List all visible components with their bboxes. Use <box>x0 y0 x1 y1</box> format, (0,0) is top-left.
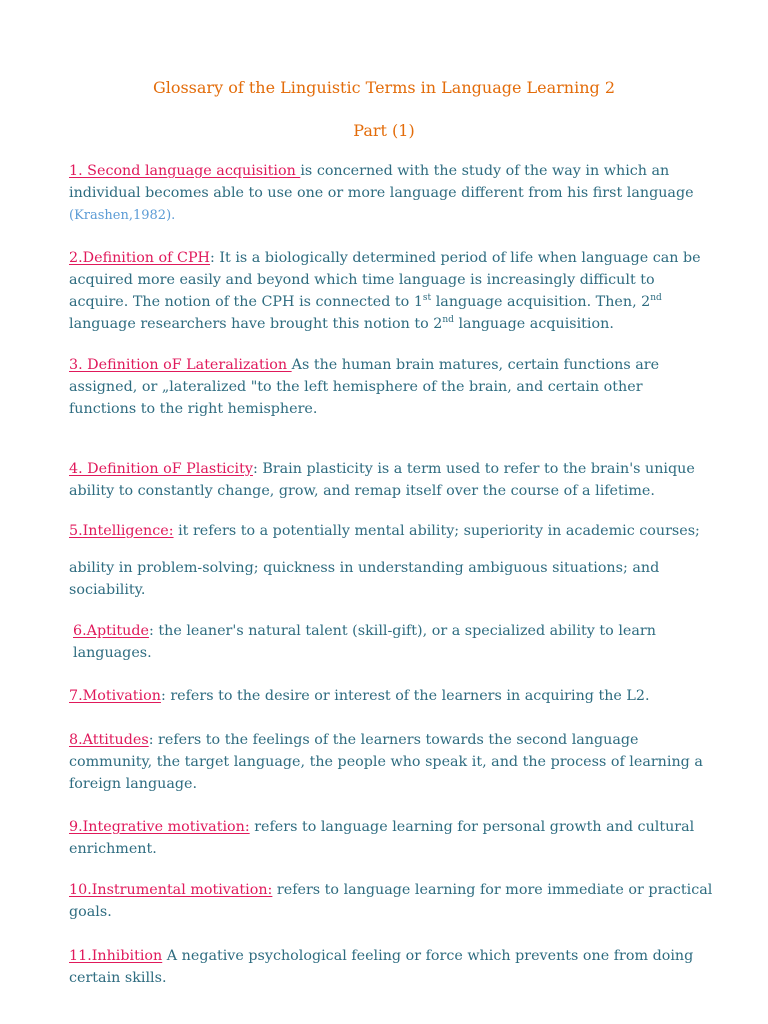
term-cph: 2.Definition of CPH <box>69 250 211 266</box>
glossary-entry-11 <box>69 945 714 989</box>
entry-text: refers to language learning for more immediate or practical goals. <box>69 882 713 920</box>
superscript: st <box>422 293 432 304</box>
glossary-entry-2 <box>69 247 714 335</box>
glossary-entry-5-continued <box>69 557 714 601</box>
entry-text: refers to language learning for personal growth and cultural enrichment. <box>69 819 695 857</box>
term-motivation: 7.Motivation <box>69 688 161 704</box>
glossary-entry-3 <box>69 354 714 420</box>
term-aptitude: 6.Aptitude <box>73 623 150 639</box>
entry-text: : refers to the feelings of the learners towards the second language community, the target language, the people who speak it, and the process of learning a foreign language. <box>69 732 703 792</box>
entry-text: language researchers have brought this notion to 2 <box>69 316 443 332</box>
entry-text: : refers to the desire or interest of the learners in acquiring the L2. <box>160 688 650 704</box>
glossary-entry-1 <box>69 160 714 227</box>
document-title: Glossary of the Linguistic Terms in Language Learning 2 <box>152 78 616 97</box>
entry-text: ability in problem-solving; quickness in understanding ambiguous situations; and sociability. <box>69 560 660 598</box>
glossary-entry-5 <box>69 520 714 542</box>
glossary-entry-7 <box>69 685 714 707</box>
entry-text: : Brain plasticity is a term used to refer to the brain's unique ability to constantly change, grow, and remap itself over the course of a lifetime. <box>69 461 695 499</box>
term-second-language-acquisition: 1. Second language acquisition <box>69 163 301 179</box>
term-inhibition: 11.Inhibition <box>69 948 163 964</box>
glossary-entry-9 <box>69 816 714 860</box>
entry-text: is concerned with the study of the way in which an individual becomes able to use one or more language different from his first language <box>69 163 694 201</box>
term-attitudes: 8.Attitudes <box>69 732 149 748</box>
entry-text: it refers to a potentially mental ability; superiority in academic courses; <box>173 523 700 539</box>
glossary-entry-8 <box>69 729 714 795</box>
term-lateralization: 3. Definition oF Lateralization <box>69 357 292 373</box>
part-heading: Part (1) <box>353 121 415 140</box>
entry-text: : It is a biologically determined period of life when language can be acquired more easily and beyond which time language is increasingly difficult to acquire. The notion of the CPH is connected to 1 <box>69 250 701 310</box>
entry-text: As the human brain matures, certain functions are assigned, or „lateralized "to the left hemisphere of the brain, and certain other functions to the right hemisphere. <box>69 357 660 417</box>
entry-text: language acquisition. <box>453 316 614 332</box>
citation: (Krashen,1982). <box>69 208 176 223</box>
entry-text: language acquisition. Then, 2 <box>431 294 651 310</box>
entry-text: : the leaner's natural talent (skill-gift), or a specialized ability to learn languages. <box>73 623 656 661</box>
term-intelligence: 5.Intelligence: <box>69 523 174 539</box>
glossary-entry-6 <box>73 620 718 664</box>
glossary-entry-4 <box>69 458 714 502</box>
superscript: nd <box>650 293 662 304</box>
term-plasticity: 4. Definition oF Plasticity <box>69 461 253 477</box>
glossary-entry-10 <box>69 879 714 923</box>
term-integrative-motivation: 9.Integrative motivation: <box>69 819 250 835</box>
entry-text: A negative psychological feeling or force which prevents one from doing certain skills. <box>69 948 694 986</box>
superscript: nd <box>442 315 454 326</box>
term-instrumental-motivation: 10.Instrumental motivation: <box>69 882 273 898</box>
